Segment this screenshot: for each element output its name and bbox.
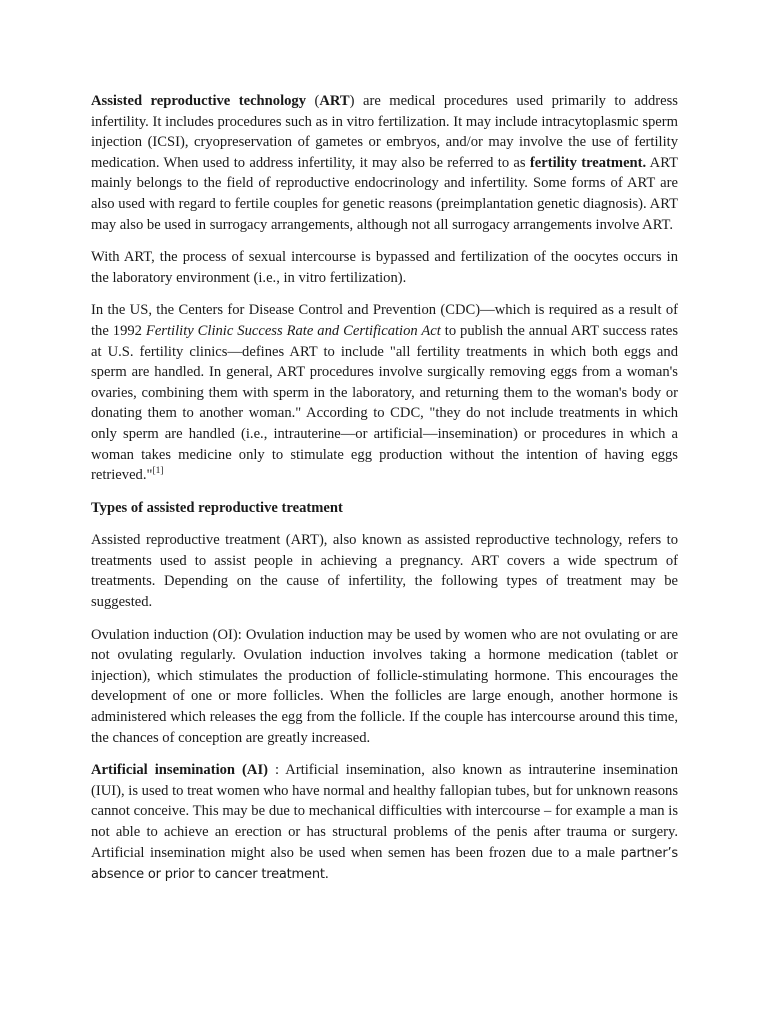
paragraph-artificial-insemination: [91, 760, 678, 886]
italic-act-title: Fertility Clinic Success Rate and Certification Act: [145, 322, 441, 339]
paragraph-process: With ART, the process of sexual intercourse is bypassed and fertilization of the oocytes occurs in the laboratory environment (i.e., in vitro fertilization).: [91, 249, 678, 286]
paragraph-text: In the US, the Centers for Disease Control and Prevention (CDC)—which is required as a result of the 1992: [91, 302, 678, 339]
paragraph-ovulation-induction: Ovulation induction (OI): Ovulation induction may be used by women who are not ovulating or are not ovulating regularly. Ovulation induction involves taking a hormone medication (tablet or injection), which stimulates the production of follicle-stimulating hormone. This encourages the development of one or more follicles. When the follicles are large enough, another hormone is administered which releases the egg from the follicle. If the couple has intercourse around this time, the chances of conception are greatly increased.: [91, 626, 678, 746]
document-body: [91, 91, 678, 898]
paragraph-art-definition: [91, 91, 678, 235]
footnote-reference: [1]: [152, 466, 164, 477]
bold-term-fertility-treatment: fertility treatment.: [529, 154, 647, 171]
section-heading: Types of assisted reproductive treatment: [91, 499, 343, 516]
bold-abbr-art: ART: [319, 93, 350, 109]
paragraph-text: : Artificial insemination, also known as intrauterine insemination (IUI), is used to treat women who have normal and healthy fallopian tubes, but for unknown reasons cannot conceive. This may be due to mechanical difficulties with intercourse – for example a man is not able to achieve an erection or has structural problems of the penis after trauma or surgery. Artificial insemination might also be used when semen has been frozen due to a male: [91, 762, 678, 861]
bold-term-artificial-insemination: Artificial insemination (AI): [91, 762, 268, 779]
paragraph-cdc: [91, 300, 678, 485]
paragraph-last-line: partner’s absence or prior to cancer treatment.: [91, 845, 678, 883]
paragraph-text: to publish the annual ART success rates at U.S. fertility clinics—defines ART to include "all fertility treatments in which both eggs and sperm are handled. In general, ART procedures involve surgically removing eggs from a woman's ovaries, combining them with sperm in the laboratory, and returning them to the woman's body or donating them to another woman." According to CDC, "they do not include treatments in which only sperm are handled (i.e., intrauterine—or artificial—insemination) or procedures in which a woman takes medicine only to stimulate egg production without the intention of having eggs retrieved.": [91, 322, 679, 484]
bold-term-art: Assisted reproductive technology: [91, 93, 307, 109]
paragraph-art-types-intro: Assisted reproductive treatment (ART), also known as assisted reproductive technology, refers to treatments used to assist people in achieving a pregnancy. ART covers a wide spectrum of treatments. Depending on the cause of infertility, the following types of treatment may be suggested.: [91, 532, 678, 611]
paragraph-text: ) are medical procedures used primarily to address infertility. It includes procedures such as in vitro fertilization. It may include intracytoplasmic sperm injection (ICSI), cryopreservation of gametes or embryos, and/or may involve the use of fertility medication. When used to address infertility, it may also be referred to as: [91, 93, 678, 171]
paren-open: (: [306, 93, 320, 109]
paragraph-text: ART mainly belongs to the field of reproductive endocrinology and infertility. Some forms of ART are also used with regard to fertile couples for genetic reasons (preimplantation genetic diagnosis). ART may also be used in surrogacy arrangements, although not all surrogacy arrangements involve ART.: [91, 154, 678, 233]
